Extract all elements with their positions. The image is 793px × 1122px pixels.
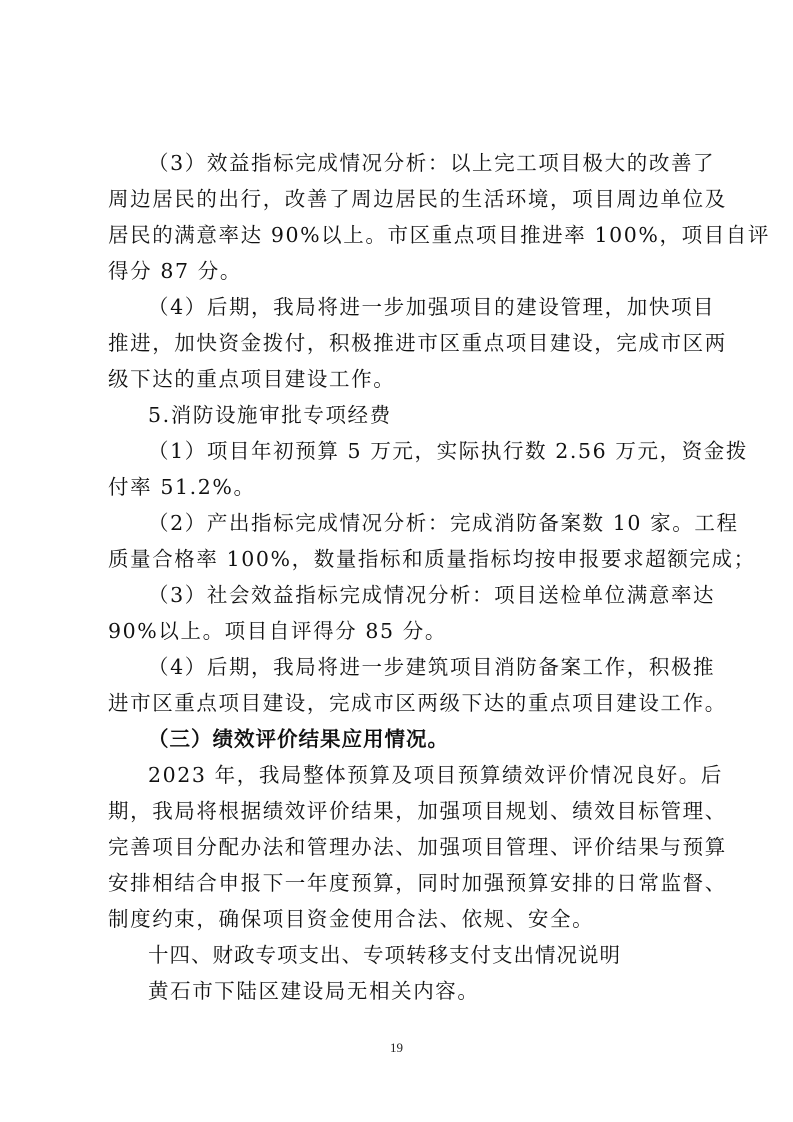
- chapter-heading: 十四、财政专项支出、专项转移支付支出情况说明: [148, 943, 621, 967]
- paragraph-line: 完善项目分配办法和管理办法、加强项目管理、评价结果与预算: [108, 835, 727, 859]
- paragraph-line: 2023 年，我局整体预算及项目预算绩效评价情况良好。后: [148, 763, 723, 787]
- paragraph-line: 推进，加快资金拨付，积极推进市区重点项目建设，完成市区两: [108, 331, 727, 355]
- paragraph-line: 居民的满意率达 90%以上。市区重点项目推进率 100%，项目自评: [108, 223, 771, 247]
- paragraph-line: 质量合格率 100%，数量指标和质量指标均按申报要求超额完成；: [108, 547, 756, 571]
- paragraph-line: （3）社会效益指标完成情况分析：项目送检单位满意率达: [148, 583, 716, 607]
- paragraph-line: （4）后期，我局将进一步建筑项目消防备案工作，积极推: [148, 655, 716, 679]
- paragraph-line: 90%以上。项目自评得分 85 分。: [108, 619, 447, 643]
- paragraph-line: 制度约束，确保项目资金使用合法、依规、安全。: [108, 907, 595, 931]
- section-heading: （三）绩效评价结果应用情况。: [148, 727, 449, 751]
- paragraph-line: （2）产出指标完成情况分析：完成消防备案数 10 家。工程: [148, 511, 739, 535]
- paragraph-line: 周边居民的出行，改善了周边居民的生活环境，项目周边单位及: [108, 187, 727, 211]
- paragraph-line: 黄石市下陆区建设局无相关内容。: [148, 979, 480, 1003]
- paragraph-line: （3）效益指标完成情况分析：以上完工项目极大的改善了: [148, 151, 716, 175]
- paragraph-line: 期，我局将根据绩效评价结果，加强项目规划、绩效目标管理、: [108, 799, 727, 823]
- paragraph-line: 得分 87 分。: [108, 259, 242, 283]
- paragraph-line: 安排相结合申报下一年度预算，同时加强预算安排的日常监督、: [108, 871, 727, 895]
- paragraph-line: 进市区重点项目建设，完成市区两级下达的重点项目建设工作。: [108, 691, 727, 715]
- section-subheading: 5.消防设施审批专项经费: [148, 403, 392, 427]
- paragraph-line: 级下达的重点项目建设工作。: [108, 367, 396, 391]
- paragraph-line: （4）后期，我局将进一步加强项目的建设管理，加快项目: [148, 295, 716, 319]
- paragraph-line: （1）项目年初预算 5 万元，实际执行数 2.56 万元，资金拨: [148, 439, 748, 463]
- page-number: 19: [390, 1040, 403, 1055]
- paragraph-line: 付率 51.2%。: [108, 475, 256, 499]
